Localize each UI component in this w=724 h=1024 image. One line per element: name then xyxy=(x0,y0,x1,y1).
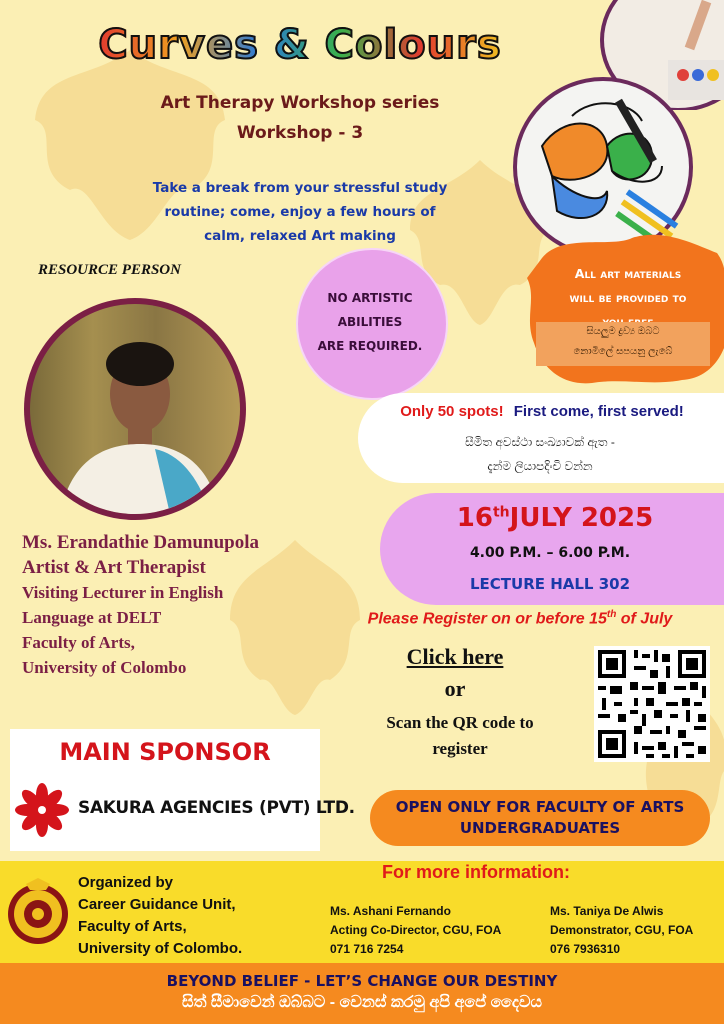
contact-2 xyxy=(550,902,693,959)
poster-title xyxy=(0,22,600,68)
scan-instruction xyxy=(360,710,560,762)
spots-limit: Only 50 spots! xyxy=(400,403,504,420)
registration-qr-code[interactable] xyxy=(594,646,710,762)
no-ability-text xyxy=(300,286,440,358)
no-ability-line-1: NO ARTISTIC xyxy=(327,291,413,305)
more-info-heading: For more information: xyxy=(382,862,570,882)
spots-first-come: First come, first served! xyxy=(513,403,684,420)
eligibility-text xyxy=(370,797,710,839)
resource-person-role: Artist & Art Therapist xyxy=(22,557,206,578)
contact-1 xyxy=(330,902,501,959)
resource-person-affiliation-1: Visiting Lecturer in English xyxy=(22,583,224,602)
spots-sinhala xyxy=(380,430,700,478)
no-ability-line-3: ARE REQUIRED. xyxy=(317,339,423,353)
eligibility-line-2: UNDERGRADUATES xyxy=(459,819,621,837)
organizer-info xyxy=(78,872,242,960)
event-month-year: JULY 2025 xyxy=(509,503,654,533)
event-time: 4.00 P.M. – 6.00 P.M. xyxy=(469,545,631,561)
organizer-line-2: Career Guidance Unit, xyxy=(78,896,236,913)
motto: BEYOND BELIEF - LET’S CHANGE OUR DESTINY xyxy=(166,972,558,990)
contact-2-role: Demonstrator, CGU, FOA xyxy=(550,923,694,937)
event-date xyxy=(400,503,710,533)
materials-si-line-1: සියලුම ද්‍රව්‍ය ඔබට xyxy=(586,326,660,337)
poster-title-text: Curves & Colours xyxy=(98,22,502,68)
contact-1-name: Ms. Ashani Fernando xyxy=(330,904,451,918)
materials-line-2: will be provided to xyxy=(569,290,687,305)
scan-line-1: Scan the QR code to xyxy=(386,713,534,732)
event-day: 16 xyxy=(456,503,493,533)
event-day-suffix: th xyxy=(492,504,510,521)
scan-line-2: register xyxy=(432,739,488,758)
contact-1-role: Acting Co-Director, CGU, FOA xyxy=(330,923,502,937)
materials-si-line-2: නොමිලේ සපයනු ලැබේ xyxy=(573,346,673,357)
no-ability-line-2: ABILITIES xyxy=(337,315,403,329)
spots-headline xyxy=(372,403,712,420)
registration-deadline-sup: th xyxy=(606,609,617,620)
register-link[interactable]: Click here xyxy=(406,644,504,669)
or-label: or xyxy=(444,676,466,701)
university-crest-icon xyxy=(6,878,70,950)
resource-person-heading: RESOURCE PERSON xyxy=(38,262,181,278)
workshop-number: Workshop - 3 xyxy=(236,123,364,143)
sponsor-name: SAKURA AGENCIES (PVT) LTD. xyxy=(78,798,355,818)
resource-person-affiliation-4: University of Colombo xyxy=(22,658,187,677)
resource-person-name: Ms. Erandathie Damunupola xyxy=(22,532,260,553)
registration-deadline xyxy=(320,609,720,628)
materials-note-sinhala xyxy=(536,322,710,366)
organizer-line-1: Organized by xyxy=(78,874,174,891)
workshop-heading xyxy=(90,88,510,148)
series-label: Art Therapy Workshop series xyxy=(160,93,440,113)
resource-person-affiliation-2: Language at DELT xyxy=(22,608,162,627)
sponsor-title: MAIN SPONSOR xyxy=(59,738,271,766)
spots-si-line-1: සීමිත අවස්ථා සංඛ්‍යාවක් ඇත - xyxy=(465,435,615,449)
resource-person-affiliation-3: Faculty of Arts, xyxy=(22,633,135,652)
organizer-line-3: Faculty of Arts, xyxy=(78,918,187,935)
spots-si-line-2: දැන්ම ලියාපදිංචි වන්න xyxy=(487,459,593,473)
tagline: Take a break from your stressful study routine; come, enjoy a few hours of calm, relaxed Art making xyxy=(152,180,448,244)
motto-sinhala: සිත් සීමාවෙන් ඔබ්බට - වෙනස් කරමු අපි අපේ දෛවය xyxy=(181,994,543,1011)
contact-2-name: Ms. Taniya De Alwis xyxy=(550,904,664,918)
event-venue: LECTURE HALL 302 xyxy=(469,575,631,593)
resource-person-details xyxy=(22,530,322,680)
sakura-flower-icon xyxy=(14,782,70,838)
registration-deadline-suffix: of July xyxy=(616,610,673,628)
contact-2-phone: 076 7936310 xyxy=(550,942,621,956)
eligibility-line-1: OPEN ONLY FOR FACULTY OF ARTS xyxy=(395,798,685,816)
contact-1-phone: 071 716 7254 xyxy=(330,942,404,956)
person-silhouette-icon xyxy=(30,304,240,514)
resource-person-photo xyxy=(30,304,240,514)
organizer-line-4: University of Colombo. xyxy=(78,940,243,957)
materials-line-1: All art materials xyxy=(574,266,682,281)
registration-deadline-prefix: Please Register on or before 15 xyxy=(367,610,607,628)
